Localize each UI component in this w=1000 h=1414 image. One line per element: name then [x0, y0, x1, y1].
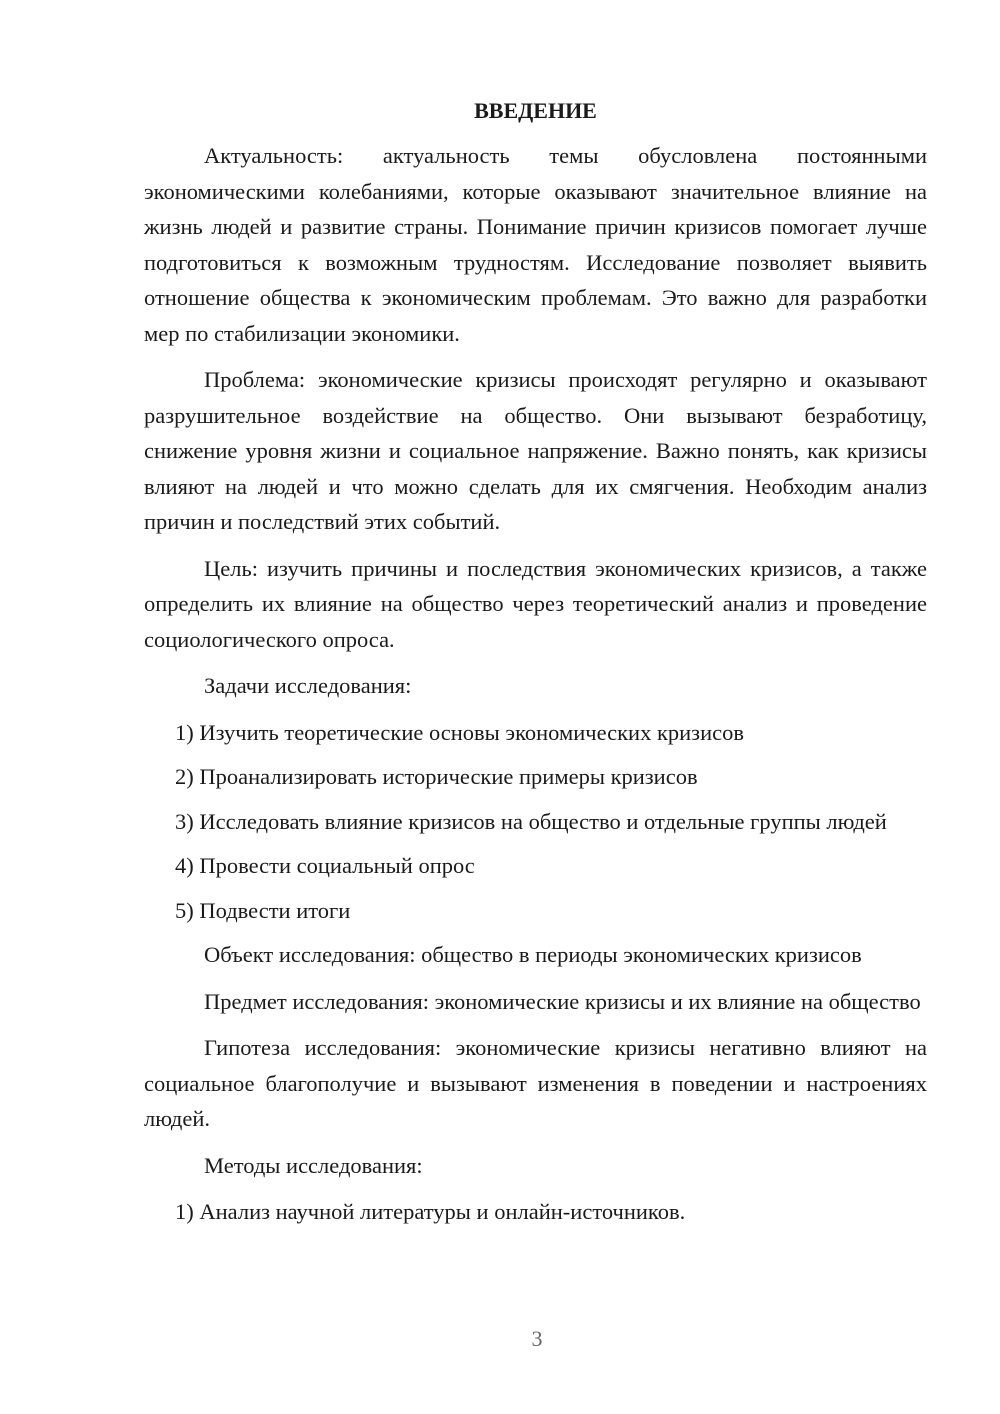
task-item: 4) Провести социальный опрос — [175, 853, 475, 878]
goal-paragraph: Цель: изучить причины и последствия экономических кризисов, а также определить их влияние на общество через теоретический анализ и проведение социологического опроса. — [144, 555, 927, 652]
task-item: 1) Изучить теоретические основы экономических кризисов — [175, 719, 744, 745]
object-line: Объект исследования: общество в периоды экономических кризисов — [204, 942, 862, 967]
hypothesis-paragraph: Гипотеза исследования: экономические кризисы негативно влияют на социальное благополучие и вызывают изменения в поведении и настроениях людей. — [144, 1035, 927, 1131]
page-number: 3 — [531, 1326, 543, 1351]
method-item: 1) Анализ научной литературы и онлайн-источников. — [175, 1199, 686, 1224]
page-title: ВВЕДЕНИЕ — [474, 98, 597, 123]
problem-paragraph: Проблема: экономические кризисы происходят регулярно и оказывают разрушительное воздействие на общество. Они вызывают безработицу, снижение уровня жизни и социальное напряжение. Важно понять, как кризисы влияют на людей и что можно сделать для их смягчения. Необходим анализ причин и последствий этих событий. — [144, 367, 927, 534]
task-item: 5) Подвести итоги — [175, 897, 351, 923]
methods-heading: Методы исследования: — [204, 1152, 423, 1178]
relevance-paragraph: Актуальность: актуальность темы обусловлена постоянными экономическими колебаниями, которые оказывают значительное влияние на жизнь людей и развитие страны. Понимание причин кризисов помогает лучше подготовиться к возможным трудностям. Исследование позволяет выявить отношение общества к экономическим проблемам. Это важно для разработки мер по стабилизации экономики. — [144, 143, 927, 346]
tasks-heading: Задачи исследования: — [204, 673, 412, 698]
task-item: 2) Проанализировать исторические примеры кризисов — [175, 764, 698, 789]
page-content — [144, 94, 927, 1239]
task-item: 3) Исследовать влияние кризисов на общество и отдельные группы людей — [175, 808, 887, 834]
subject-paragraph: Предмет исследования: экономические кризисы и их влияние на общество — [204, 988, 921, 1014]
